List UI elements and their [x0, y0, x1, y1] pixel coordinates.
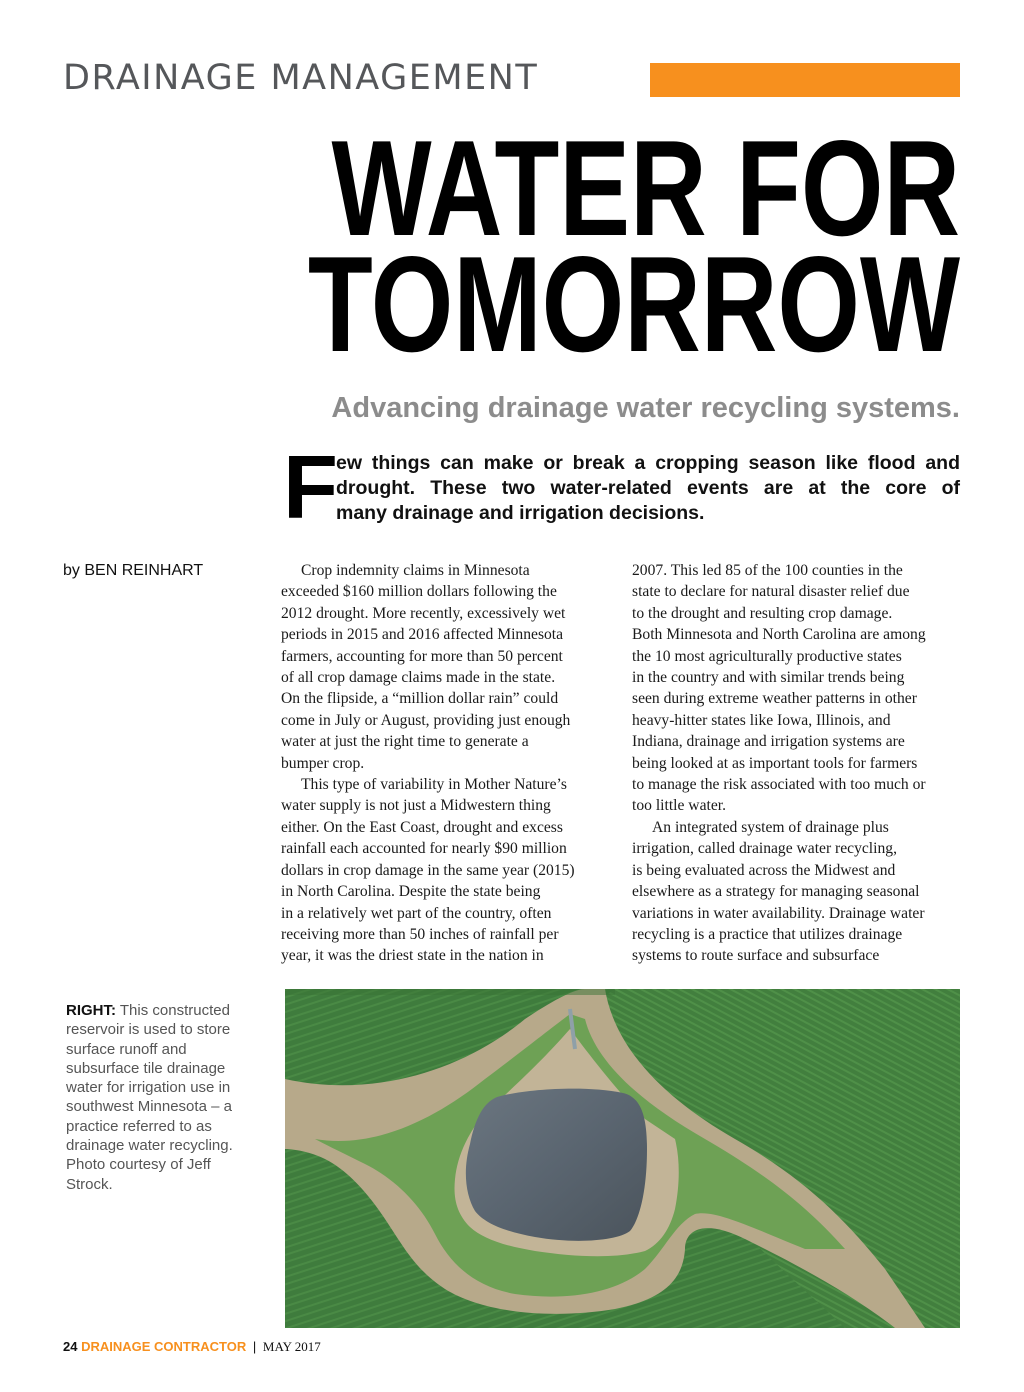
- magazine-name: DRAINAGE CONTRACTOR: [81, 1339, 247, 1354]
- article-title-line-1: WATER FOR: [331, 112, 960, 264]
- body-text-line: to manage the risk associated with too much or: [632, 776, 926, 794]
- body-text-line: in a relatively wet part of the country, often: [281, 904, 552, 922]
- body-column-2: [632, 560, 962, 967]
- body-text-line: elsewhere as a strategy for managing seasonal: [632, 883, 920, 901]
- lede-line: drought. These two water-related events are at the core of: [336, 477, 960, 499]
- body-text-line: the 10 most agriculturally productive states: [632, 647, 902, 665]
- body-text-line: On the flipside, a “million dollar rain” could: [281, 690, 559, 708]
- body-text-line: 2007. This led 85 of the 100 counties in the: [632, 562, 903, 579]
- body-text-line: is being evaluated across the Midwest and: [632, 861, 896, 879]
- section-accent-bar: [650, 63, 960, 97]
- body-text-line: farmers, accounting for more than 50 percent: [281, 647, 563, 665]
- body-text-line: heavy-hitter states like Iowa, Illinois, and: [632, 711, 891, 729]
- body-text-line: An integrated system of drainage plus: [652, 818, 889, 836]
- body-text-line: water supply is not just a Midwestern thing: [281, 797, 551, 815]
- lede-line: ew things can make or break a cropping season like flood and: [336, 452, 960, 474]
- page-footer: [63, 1338, 321, 1356]
- body-text-line: state to declare for natural disaster relief due: [632, 583, 910, 601]
- body-text-line: too little water.: [632, 797, 726, 815]
- body-text-line: come in July or August, providing just enough: [281, 711, 571, 729]
- article-title: [307, 112, 960, 380]
- section-label: DRAINAGE MANAGEMENT: [63, 58, 539, 98]
- body-text-line: of all crop damage claims made in the state.: [281, 669, 556, 687]
- byline-prefix: by: [63, 562, 80, 579]
- body-text-line: in North Carolina. Despite the state being: [281, 883, 541, 901]
- page-number: 24: [63, 1339, 78, 1354]
- lede-paragraph: [336, 451, 960, 526]
- body-text-line: to the drought and resulting crop damage.: [632, 604, 893, 622]
- body-text-line: bumper crop.: [281, 754, 365, 772]
- lede-line: many drainage and irrigation decisions.: [336, 502, 705, 524]
- body-text-line: Indiana, drainage and irrigation systems are: [632, 733, 905, 751]
- body-text-line: receiving more than 50 inches of rainfall per: [281, 925, 559, 943]
- body-column-1: [281, 560, 609, 967]
- body-text-line: in the country and with similar trends being: [632, 669, 905, 687]
- body-text-line: being looked at as important tools for farmers: [632, 754, 918, 772]
- body-text-line: Crop indemnity claims in Minnesota: [301, 562, 530, 579]
- issue-date: MAY 2017: [262, 1339, 321, 1354]
- byline-author: BEN REINHART: [84, 562, 204, 579]
- article-subtitle: Advancing drainage water recycling systems.: [331, 392, 960, 424]
- body-text-line: dollars in crop damage in the same year (2015): [281, 861, 575, 879]
- byline: [63, 562, 203, 580]
- reservoir-photo-illustration: [285, 989, 960, 1328]
- body-text-line: Both Minnesota and North Carolina are among: [632, 626, 926, 644]
- body-text-line: 2012 drought. More recently, excessively wet: [281, 604, 566, 622]
- body-text-line: year, it was the driest state in the nation in: [281, 947, 544, 965]
- drop-cap: F: [283, 438, 338, 538]
- article-title-line-2: TOMORROW: [307, 228, 960, 380]
- body-text-line: This type of variability in Mother Nature’s: [301, 776, 567, 794]
- photo-caption: [66, 1001, 251, 1194]
- footer-separator: |: [252, 1339, 257, 1354]
- body-text-line: water at just the right time to generate a: [281, 733, 529, 751]
- reservoir-aerial-photo: [285, 989, 960, 1328]
- body-text-line: rainfall each accounted for nearly $90 million: [281, 840, 567, 858]
- caption-text: This constructed reservoir is used to store surface runoff and subsurface tile drainage water for irrigation use in southwest Minnesota – a practice referred to as drainage water recycling. Photo courtesy of Jeff Strock.: [66, 1002, 233, 1193]
- body-text-line: seen during extreme weather patterns in other: [632, 690, 917, 708]
- caption-label: RIGHT:: [66, 1002, 116, 1019]
- body-text-line: exceeded $160 million dollars following the: [281, 583, 557, 601]
- body-text-line: either. On the East Coast, drought and excess: [281, 818, 563, 836]
- body-text-line: periods in 2015 and 2016 affected Minnesota: [281, 626, 564, 644]
- body-text-line: recycling is a practice that utilizes drainage: [632, 925, 903, 943]
- body-text-line: variations in water availability. Drainage water: [632, 904, 925, 922]
- body-text-line: systems to route surface and subsurface: [632, 947, 880, 965]
- body-text-line: irrigation, called drainage water recycling,: [632, 840, 897, 858]
